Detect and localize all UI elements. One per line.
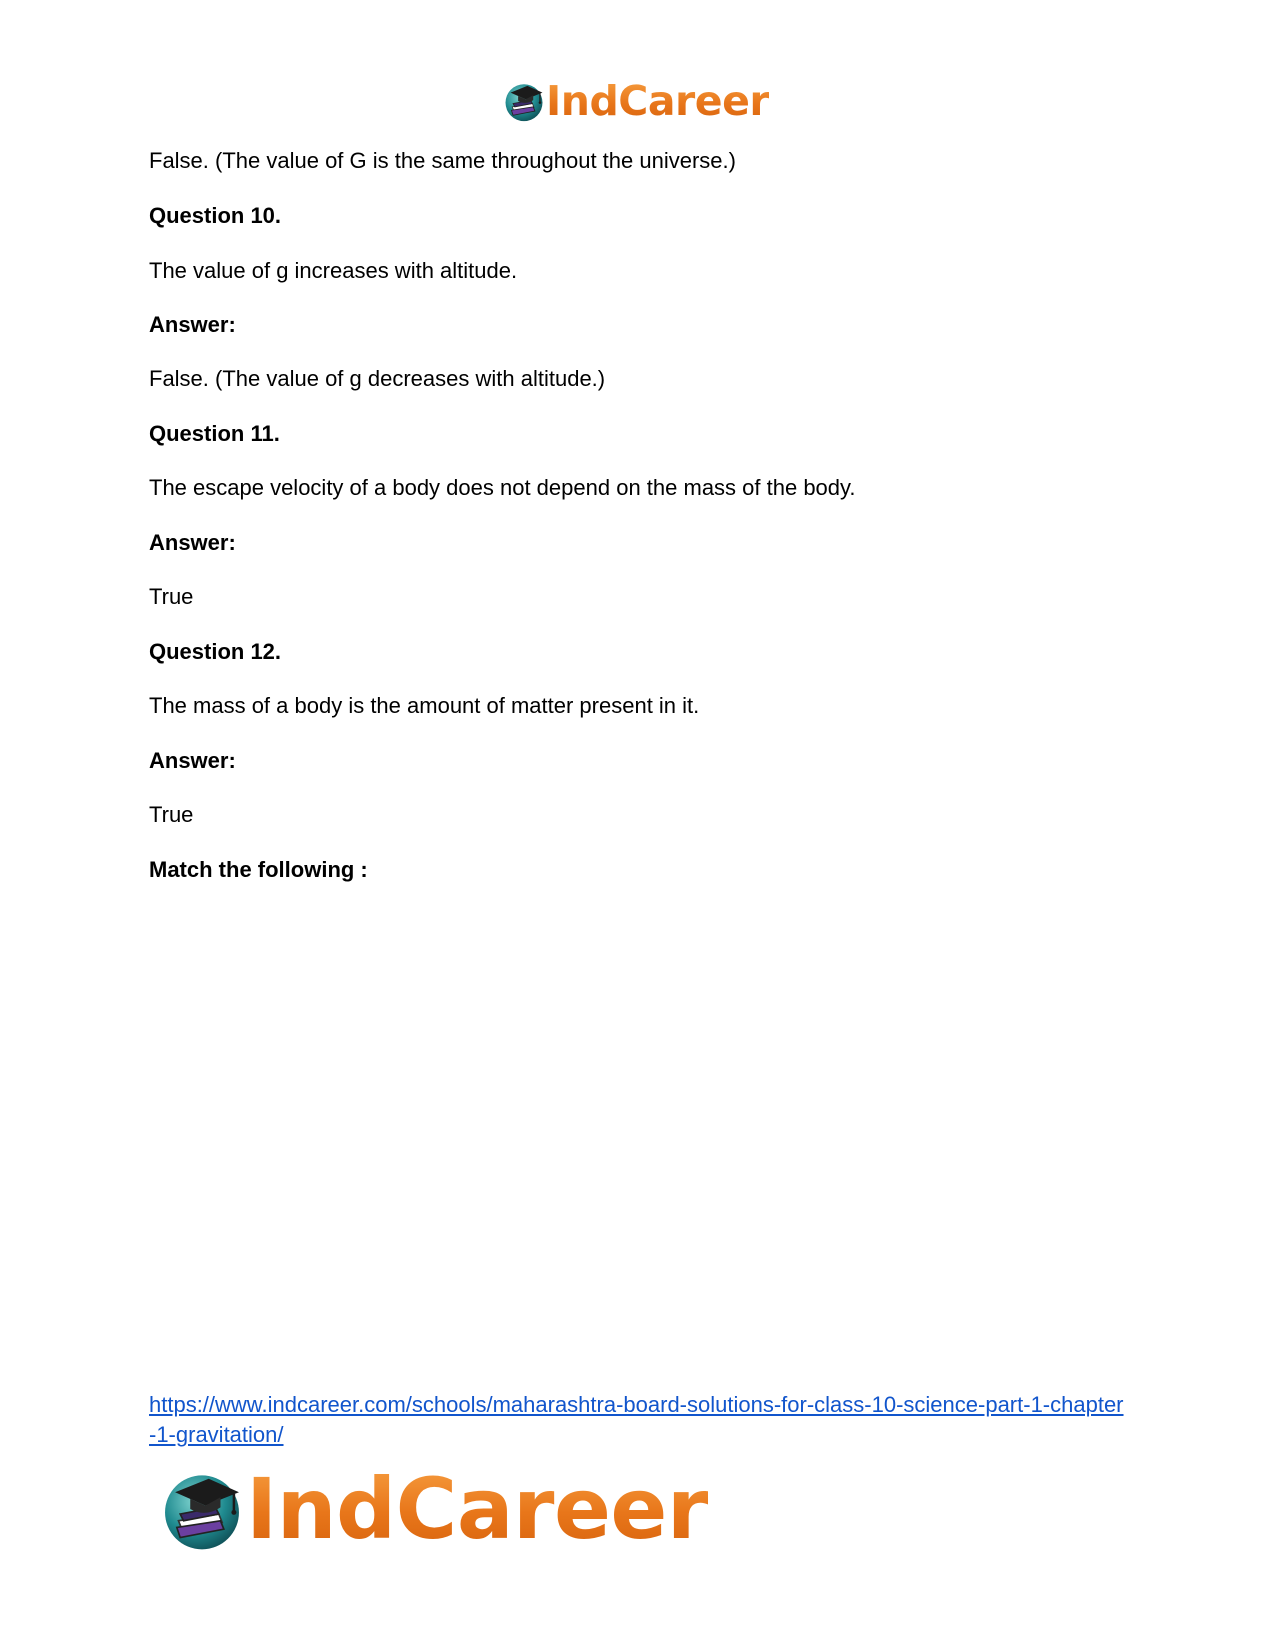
answer-text-q9: False. (The value of G is the same throughout the universe.)	[149, 148, 736, 173]
section-heading-match: Match the following :	[149, 857, 368, 882]
logo-wordmark: IndCareer	[246, 1460, 708, 1558]
logo-wordmark: IndCareer	[546, 76, 770, 125]
question-text-10: The value of g increases with altitude.	[149, 258, 518, 283]
question-text-12: The mass of a body is the amount of matter present in it.	[149, 693, 700, 718]
header-logo	[503, 76, 770, 125]
question-text-11: The escape velocity of a body does not depend on the mass of the body.	[149, 475, 856, 500]
graduation-cap-books-globe-icon	[503, 80, 545, 122]
graduation-cap-books-globe-icon	[160, 1467, 244, 1551]
answer-text-12: True	[149, 802, 194, 827]
answer-text-11: True	[149, 584, 194, 609]
question-heading-11: Question 11.	[149, 421, 280, 446]
footer-logo	[160, 1460, 708, 1558]
answer-label-11: Answer:	[149, 530, 236, 555]
question-heading-10: Question 10.	[149, 203, 282, 228]
answer-text-10: False. (The value of g decreases with altitude.)	[149, 366, 606, 391]
answer-label-10: Answer:	[149, 312, 236, 337]
answer-label-12: Answer:	[149, 748, 236, 773]
footer-source-link[interactable]: https://www.indcareer.com/schools/maharashtra-board-solutions-for-class-10-science-part-1-chapter-1-gravitation/	[149, 1392, 1124, 1447]
question-heading-12: Question 12.	[149, 639, 282, 664]
